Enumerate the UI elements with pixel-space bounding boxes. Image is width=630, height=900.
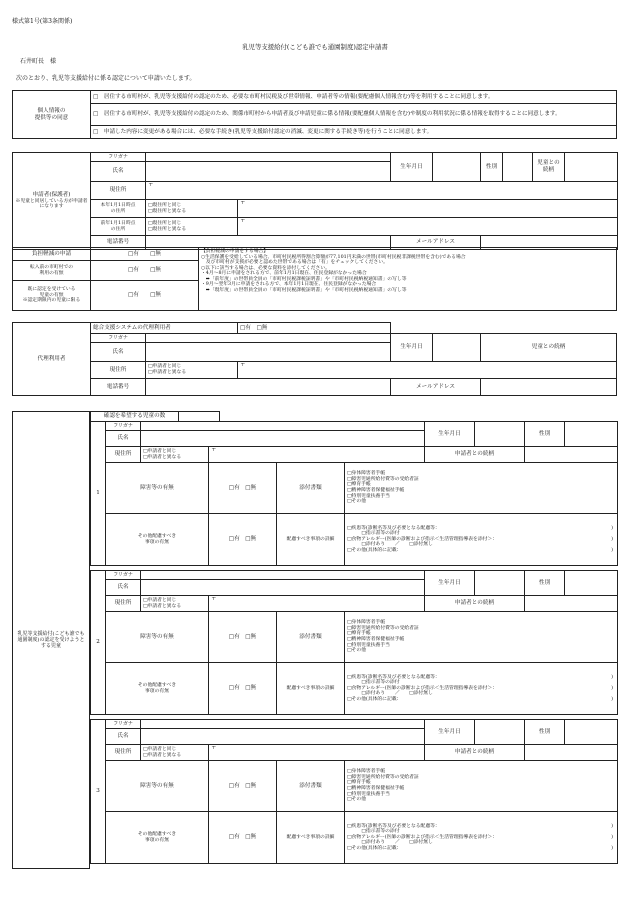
disability-yes-checkbox[interactable]: □有: [228, 484, 240, 491]
close-paren: ): [611, 696, 613, 702]
child-gender-field[interactable]: [565, 571, 618, 596]
burden-note-7: ➡「現年度」の世帯員全員の「市町村民税課税証明書」や「市町村民税納税通知書」の写し等: [201, 287, 407, 293]
child-gender-field[interactable]: [565, 720, 618, 745]
attachment-label: 添付書類: [277, 761, 345, 812]
care-label-2: 事項の有無: [145, 539, 169, 545]
consent-item-3[interactable]: □ 申請した内容に変更がある場合には、必要な手続き(乳児等支援給付認定の消滅、変更に関する手続き等)を行うことに同意します。: [91, 126, 617, 139]
applicant-furigana-field[interactable]: [146, 153, 391, 162]
care-detail-item-1[interactable]: □疾患等(診断名等及び必要となる配慮等： ): [347, 823, 613, 829]
child-relation-field[interactable]: [525, 596, 618, 612]
child-furigana-field[interactable]: [141, 422, 425, 431]
certified-label-1: 既に認定を受けている: [27, 287, 76, 293]
care-detail-label: 配慮すべき事項の詳細: [277, 514, 345, 566]
phone-label: 電話番号: [91, 236, 146, 250]
attachment-checkbox-5[interactable]: □特別児童扶養手当: [347, 493, 390, 499]
child-name-field[interactable]: [141, 729, 425, 745]
child-relation-label: 申請者との続柄: [425, 596, 525, 612]
child-birthdate-label: 生年月日: [425, 422, 475, 447]
proxy-relation-label: 児童との続柄: [481, 334, 617, 362]
postal-mark: 〒: [240, 362, 246, 368]
child-address-field[interactable]: [209, 745, 425, 761]
care-label-1: その他配慮すべき: [137, 682, 177, 688]
certified-no-checkbox[interactable]: □無: [150, 292, 161, 298]
proxy-furigana-field[interactable]: [146, 334, 391, 343]
disability-no-checkbox[interactable]: □無: [245, 782, 257, 789]
burden-note-2: 及び市町村が支援が必要と認めた世帯である場合は「有」をチェックしてください。: [201, 260, 388, 266]
attachment-list[interactable]: [345, 612, 618, 663]
proxy-birthdate-label: 生年月日: [391, 334, 433, 362]
care-yes-checkbox[interactable]: □有: [228, 536, 240, 542]
child-address-label: 現住所: [106, 745, 141, 761]
care-detail-item-5[interactable]: □その他(具体的に記載： ): [347, 547, 613, 553]
child-same-checkbox[interactable]: □申請者と同じ: [143, 597, 177, 603]
attachment-checkbox-1[interactable]: □身体障害者手帳: [347, 769, 386, 775]
attachment-checkbox-3[interactable]: □療育手帳: [347, 482, 371, 488]
children-block: [12, 411, 617, 869]
child-furigana-label: フリガナ: [106, 571, 141, 580]
consent-item-2[interactable]: □ 居住する市町村が、乳児等支援給付の認定のため、関係市町村から申請者及び申請児童に係る情報(要配慮個人情報を含む)や制度の利用状況に係る情報を取得することに同意します。: [91, 104, 617, 126]
child-same-checkbox[interactable]: □申請者と同じ: [143, 448, 177, 454]
same-as-current-checkbox[interactable]: □現住所と同じ: [148, 202, 182, 208]
child-relation-label: 申請者との続柄: [425, 447, 525, 463]
close-paren: ): [611, 536, 613, 542]
blank: [391, 323, 617, 334]
applicant-gender-field[interactable]: [503, 153, 533, 182]
proxy-name-field[interactable]: [146, 343, 391, 362]
care-label-2: 事項の有無: [145, 688, 169, 694]
proxy-address-field[interactable]: [238, 362, 617, 379]
name-label: 氏名: [91, 162, 146, 182]
child-table: [90, 421, 618, 566]
postal-mark: 〒: [211, 745, 217, 751]
moved-in-no-checkbox[interactable]: □無: [150, 267, 161, 273]
close-paren: ): [611, 525, 613, 531]
care-detail-item-5[interactable]: □その他(具体的に記載： ): [347, 696, 613, 702]
child-gender-label: 性別: [525, 720, 565, 745]
applicant-birthdate-field[interactable]: [433, 153, 481, 182]
care-detail-list[interactable]: [345, 663, 618, 715]
postal-mark: 〒: [211, 447, 217, 453]
applicant-name-field[interactable]: [146, 162, 391, 182]
child-gender-label: 性別: [525, 422, 565, 447]
gender-label: 性別: [481, 153, 503, 182]
proxy-phone-label: 電話番号: [91, 379, 146, 396]
care-label-1: その他配慮すべき: [137, 831, 177, 837]
child-name-label: 氏名: [106, 580, 141, 596]
proxy-phone-field[interactable]: [146, 379, 391, 396]
child-disability-label: 障害等の有無: [106, 612, 209, 663]
attachment-checkbox-6[interactable]: □その他: [347, 797, 366, 803]
care-no-checkbox[interactable]: □無: [245, 834, 257, 840]
attachment-label: 添付書類: [277, 612, 345, 663]
proxy-email-field[interactable]: [481, 379, 617, 396]
child-disability-label: 障害等の有無: [106, 463, 209, 514]
proxy-birthdate-field[interactable]: [433, 334, 481, 362]
attachment-label: 添付書類: [277, 463, 345, 514]
child-relation-field[interactable]: [525, 447, 618, 463]
addr-last-jan-label-1: 前年1月1日時点: [100, 220, 136, 226]
attachment-checkbox-2[interactable]: □障害児通所給付費等の受給者証: [347, 774, 419, 780]
burden-note-1: ○生活保護を受給している場合、市町村民税所得割合算額が77,101円未満の世帯(市町村民税非課税世帯を含む)である場合: [201, 254, 466, 260]
proxy-yes-checkbox[interactable]: □有: [240, 324, 251, 331]
burden-note-6: ・9月〜翌年3月に申請をされる方で、本年1月1日現在、住民登録がなかった場合: [201, 282, 377, 288]
child-same-checkbox[interactable]: □申請者と同じ: [143, 746, 177, 752]
relation-label-1: 児童との: [537, 160, 560, 167]
care-detail-list[interactable]: [345, 812, 618, 864]
proxy-no-checkbox[interactable]: □無: [256, 324, 268, 331]
close-paren: ): [611, 834, 613, 840]
attachment-checkbox-4[interactable]: □精神障害者保健福祉手帳: [347, 637, 405, 642]
close-paren: ): [611, 685, 613, 691]
child-birthdate-label: 生年月日: [425, 720, 475, 745]
addr-this-jan-field[interactable]: [238, 200, 618, 218]
child-name-field[interactable]: [141, 580, 425, 596]
close-paren: ): [611, 823, 613, 829]
child-name-label: 氏名: [106, 431, 141, 447]
care-detail-list[interactable]: [345, 514, 618, 566]
relation-label-2: 続柄: [542, 167, 555, 173]
attachment-checkbox-6[interactable]: □その他: [347, 499, 366, 505]
certified-yes-checkbox[interactable]: □有: [128, 292, 139, 298]
child-table: [90, 719, 618, 864]
proxy-table: [12, 322, 617, 396]
child-furigana-label: フリガナ: [106, 422, 141, 431]
child-address-field[interactable]: [209, 447, 425, 463]
attachment-checkbox-5[interactable]: □特別児童扶養手当: [347, 791, 390, 797]
certified-label-2: 児童の有無: [39, 292, 64, 298]
children-count-field[interactable]: [179, 412, 220, 422]
child-gender-field[interactable]: [565, 422, 618, 447]
proxy-furigana-label: フリガナ: [91, 334, 146, 343]
child-differ-checkbox[interactable]: □申請者と異なる: [143, 752, 182, 758]
child-birthdate-field[interactable]: [475, 571, 525, 596]
child-birthdate-label: 生年月日: [425, 571, 475, 596]
proxy-differ-checkbox[interactable]: □申請者と異なる: [148, 370, 187, 375]
child-address-label: 現住所: [106, 447, 141, 463]
consent-table: [12, 90, 617, 139]
child-furigana-field[interactable]: [141, 720, 425, 729]
care-detail-item-2[interactable]: □指示書等の添付: [347, 680, 400, 686]
close-paren: ): [611, 845, 613, 851]
attachment-checkbox-1[interactable]: □身体障害者手帳: [347, 620, 386, 626]
addr-last-jan-label-2: の住所: [110, 226, 126, 232]
applicant-address-field[interactable]: [146, 182, 618, 200]
consent-heading-1: 個人情報の: [37, 107, 66, 114]
child-name-label: 氏名: [106, 729, 141, 745]
attachment-checkbox-6[interactable]: □その他: [347, 648, 366, 654]
burden-yes-checkbox[interactable]: □有: [128, 250, 139, 257]
care-detail-item-3[interactable]: □食物アレルギー(医師の診断および指示＜生活管理指導表を添付＞： ): [347, 685, 613, 691]
birthdate-label: 生年月日: [391, 153, 433, 182]
care-detail-item-4[interactable]: □添付あり ／ □添付無し: [347, 691, 433, 697]
care-detail-label: 配慮すべき事項の詳細: [277, 812, 345, 864]
furigana-label: フリガナ: [91, 153, 146, 162]
child-table: [90, 570, 618, 715]
attachment-checkbox-1[interactable]: □身体障害者手帳: [347, 471, 386, 477]
addr-this-jan-label-2: の住所: [110, 208, 126, 214]
proxy-email-label: メールアドレス: [391, 379, 481, 396]
moved-in-label-1: 転入前の市町村での: [29, 264, 74, 270]
care-yes-checkbox[interactable]: □有: [228, 685, 240, 691]
care-detail-item-1[interactable]: □疾患等(診断名等及び必要となる配慮等： ): [347, 525, 613, 531]
proxy-label: 代理利用者: [13, 323, 91, 396]
intro-text: 次のとおり、乳児等支援給付に係る認定について申請いたします。: [16, 75, 196, 82]
applicant-note: ※児童と同居している方が申請者になります: [15, 198, 88, 210]
children-section-label: 乳児等支援給付(こども誰でも通園制度)の認定を受けようとする児童: [17, 630, 85, 650]
disability-no-checkbox[interactable]: □無: [245, 633, 257, 640]
children-count-label: 確認を希望する児童の数: [91, 412, 179, 422]
close-paren: ): [611, 547, 613, 553]
care-no-checkbox[interactable]: □無: [245, 685, 257, 691]
differ-from-current-checkbox[interactable]: □現住所と異なる: [148, 208, 187, 214]
attachment-checkbox-3[interactable]: □療育手帳: [347, 780, 371, 786]
care-yes-checkbox[interactable]: □有: [228, 834, 240, 840]
care-no-checkbox[interactable]: □無: [245, 536, 257, 542]
burden-note-3: ○以下に該当する場合は、必要な資料を添付してください。: [201, 265, 330, 271]
moved-in-label-2: 利用の有無: [39, 270, 64, 276]
close-paren: ): [611, 674, 613, 680]
addr-last-jan-field[interactable]: [238, 218, 618, 236]
care-detail-item-4[interactable]: □添付あり ／ □添付無し: [347, 542, 433, 548]
disability-no-checkbox[interactable]: □無: [245, 484, 257, 491]
care-detail-item-2[interactable]: □指示書等の添付: [347, 829, 400, 835]
address-label: 現住所: [91, 182, 146, 200]
consent-item-1[interactable]: □ 居住する市町村が、乳児等支援給付の認定のため、必要な市町村民税及び世帯情報、申請者等の情報(要配慮個人情報含む)等を利用することに同意します。: [91, 91, 617, 104]
postal-mark: 〒: [211, 596, 217, 602]
disability-yes-checkbox[interactable]: □有: [228, 633, 240, 640]
burden-note-0: 【負担軽減の申請をする場合】: [201, 249, 269, 254]
proxy-same-checkbox[interactable]: □申請者と同じ: [148, 364, 182, 370]
attachment-checkbox-4[interactable]: □精神障害者保健福祉手帳: [347, 488, 405, 493]
addr-this-jan-label-1: 本年1月1日時点: [100, 202, 136, 208]
care-detail-item-2[interactable]: □指示書等の添付: [347, 531, 400, 537]
care-detail-item-1[interactable]: □疾患等(診断名等及び必要となる配慮等： ): [347, 674, 613, 680]
attachment-list[interactable]: [345, 463, 618, 514]
applicant-relation-field[interactable]: [565, 153, 618, 182]
child-differ-checkbox[interactable]: □申請者と異なる: [143, 603, 182, 609]
care-label-2: 事項の有無: [145, 837, 169, 843]
attachment-checkbox-2[interactable]: □障害児通所給付費等の受給者証: [347, 476, 419, 482]
proxy-system-label: 総合支援システムの代理利用者: [91, 323, 238, 334]
child-relation-label: 申請者との続柄: [425, 745, 525, 761]
disability-yes-checkbox[interactable]: □有: [228, 782, 240, 789]
attachment-checkbox-4[interactable]: □精神障害者保健福祉手帳: [347, 786, 405, 791]
moved-in-yes-checkbox[interactable]: □有: [128, 267, 139, 273]
care-detail-label: 配慮すべき事項の詳細: [277, 663, 345, 715]
child-differ-checkbox[interactable]: □申請者と異なる: [143, 454, 182, 460]
applicant-table: [12, 152, 618, 250]
burden-table: [12, 247, 617, 311]
consent-heading-2: 提供等の同意: [34, 114, 69, 121]
child-furigana-field[interactable]: [141, 571, 425, 580]
attachment-checkbox-2[interactable]: □障害児通所給付費等の受給者証: [347, 625, 419, 631]
postal-mark: 〒: [240, 200, 246, 206]
burden-note-4: ・4月〜8月に申請をされる方で、前年1月1日現在、住民登録がなかった場合: [201, 271, 367, 277]
care-detail-item-5[interactable]: □その他(具体的に記載： ): [347, 845, 613, 851]
child-relation-field[interactable]: [525, 745, 618, 761]
child-number: 3: [91, 720, 106, 864]
page-title: 乳児等支援給付(こども誰でも通園制度)認定申請書: [242, 43, 388, 51]
burden-reduction-label: 負担軽減の申請: [13, 248, 91, 261]
postal-mark: 〒: [240, 218, 246, 224]
form-number: 様式第1号(第3条関係): [12, 18, 73, 25]
child-birthdate-field[interactable]: [475, 422, 525, 447]
care-detail-item-4[interactable]: □添付あり ／ □添付無し: [347, 840, 433, 846]
attachment-list[interactable]: [345, 761, 618, 812]
proxy-name-label: 氏名: [91, 343, 146, 362]
child-number: 2: [91, 571, 106, 715]
attachment-checkbox-5[interactable]: □特別児童扶養手当: [347, 642, 390, 648]
child-address-field[interactable]: [209, 596, 425, 612]
burden-note-5: ➡「前年度」の世帯員全員の「市町村民税課税証明書」や「市町村民税納税通知書」の写し等: [201, 276, 407, 282]
attachment-checkbox-3[interactable]: □療育手帳: [347, 631, 371, 637]
child-birthdate-field[interactable]: [475, 720, 525, 745]
same-as-current-checkbox[interactable]: □現住所と同じ: [148, 220, 182, 226]
certified-label-3: ※認定期限内の児童に限る: [22, 298, 81, 304]
proxy-address-label: 現住所: [91, 362, 146, 379]
child-furigana-label: フリガナ: [106, 720, 141, 729]
child-number: 1: [91, 422, 106, 566]
child-address-label: 現住所: [106, 596, 141, 612]
child-name-field[interactable]: [141, 431, 425, 447]
care-detail-item-3[interactable]: □食物アレルギー(医師の診断および指示＜生活管理指導表を添付＞： ): [347, 536, 613, 542]
recipient: 石井町長 様: [20, 58, 57, 65]
care-detail-item-3[interactable]: □食物アレルギー(医師の診断および指示＜生活管理指導表を添付＞： ): [347, 834, 613, 840]
care-label-1: その他配慮すべき: [137, 533, 177, 539]
child-disability-label: 障害等の有無: [106, 761, 209, 812]
burden-no-checkbox[interactable]: □無: [150, 250, 161, 257]
differ-from-current-checkbox[interactable]: □現住所と異なる: [148, 226, 187, 232]
applicant-label: 申請者(保護者): [32, 191, 71, 198]
child-gender-label: 性別: [525, 571, 565, 596]
email-label: メールアドレス: [391, 236, 481, 250]
postal-mark: 〒: [148, 182, 154, 188]
